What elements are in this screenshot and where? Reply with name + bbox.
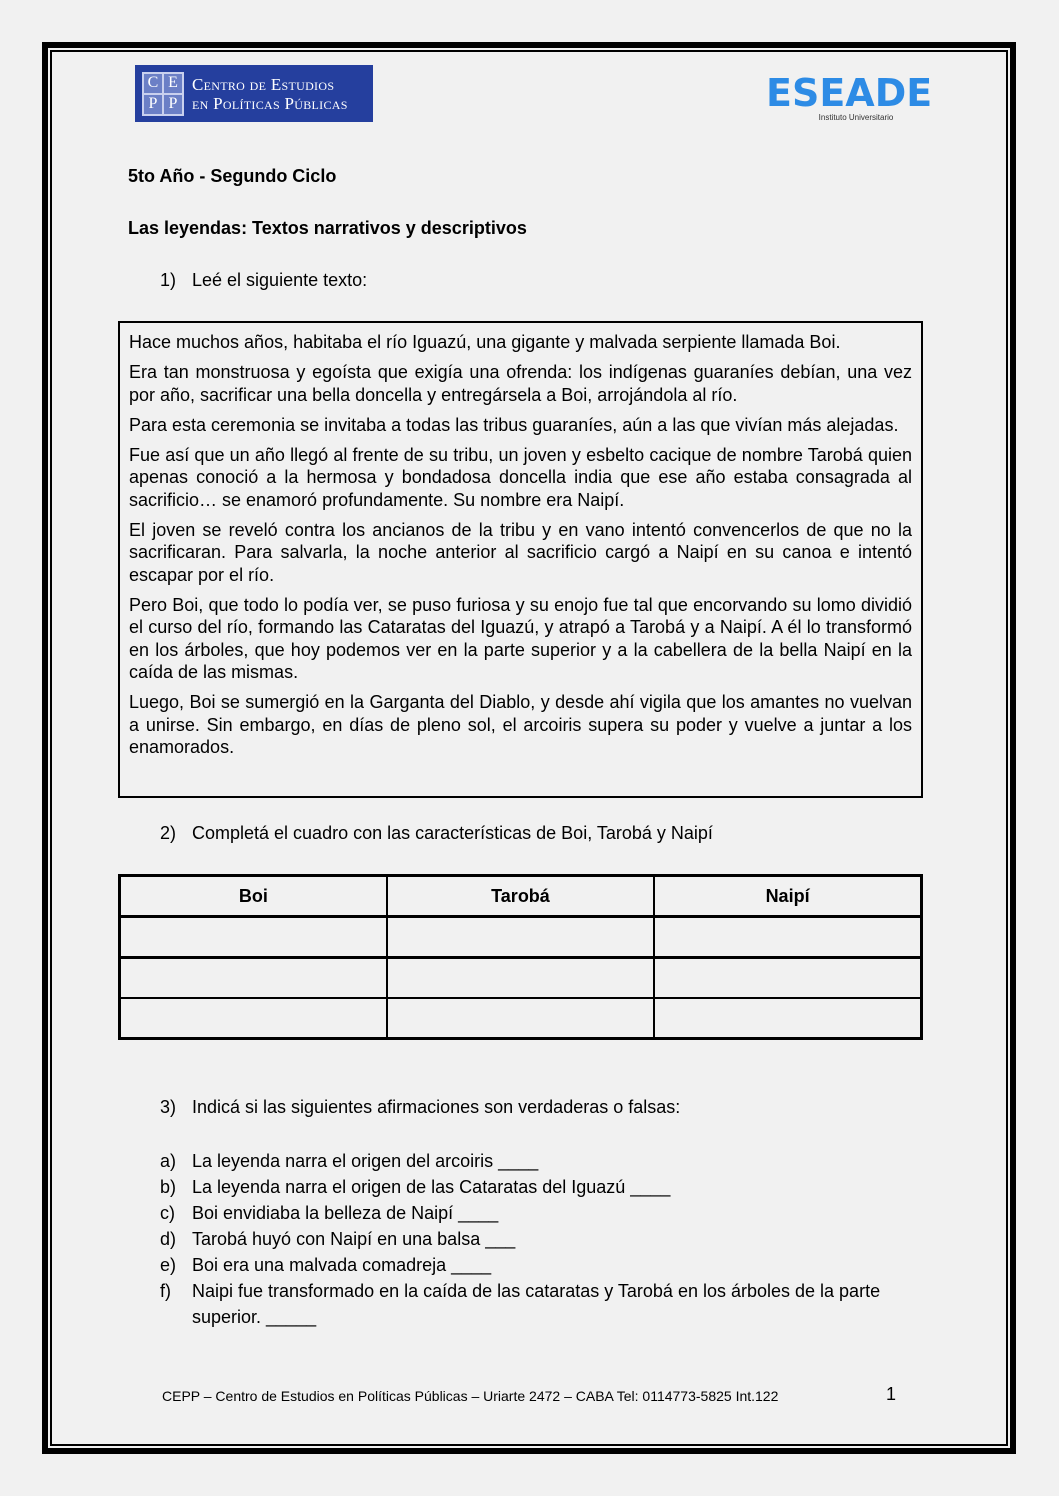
list-item [160, 1226, 900, 1252]
cepp-letter: E [163, 73, 183, 94]
cepp-logo-line1: Centro de Estudios [192, 74, 335, 94]
item-label: b) [160, 1177, 177, 1197]
table-cell[interactable] [654, 998, 921, 1039]
cepp-letter: C [143, 73, 163, 94]
table-cell[interactable] [120, 958, 387, 999]
item-text: Boi era una malvada comadreja ____ [192, 1255, 492, 1275]
reading-paragraph: Hace muchos años, habitaba el río Iguazú, una gigante y malvada serpiente llamada Boi. [129, 332, 841, 352]
reading-paragraph: El joven se reveló contra los ancianos de la tribu y en vano intentó convencerlos de que no la sacrificaran. Para salvarla, la noche anterior al sacrificio cargó a Naipí en su canoa e intentó escapar por el río. [129, 519, 912, 585]
table-row [120, 958, 922, 999]
cepp-logo [135, 65, 373, 122]
topic-heading: Las leyendas: Textos narrativos y descriptivos [128, 218, 527, 238]
question-2 [160, 823, 713, 844]
eseade-logo-subtitle: Instituto Universitario [818, 113, 894, 122]
list-item [160, 1252, 900, 1278]
table-cell[interactable] [387, 998, 654, 1039]
question-number: 3) [160, 1097, 177, 1117]
table-header-row [120, 876, 922, 917]
cepp-letter: P [143, 94, 163, 115]
list-item [160, 1174, 900, 1200]
question-number: 1) [160, 270, 177, 290]
table-cell[interactable] [120, 998, 387, 1039]
question-text: Completá el cuadro con las características de Boi, Tarobá y Naipí [192, 823, 713, 843]
cepp-monogram-icon [142, 72, 184, 116]
column-header-boi: Boi [120, 876, 387, 917]
reading-text-box [118, 321, 923, 798]
eseade-logo-word: ESEADE [766, 71, 933, 115]
question-text: Leé el siguiente texto: [192, 270, 368, 290]
reading-paragraph: Fue así que un año llegó al frente de su tribu, un joven y esbelto cacique de nombre Tarobá quien apenas conoció a la hermosa y bondadosa doncella india que ese año estaba consagrada al sacrificio… se enamoró profundamente. Su nombre era Naipí. [129, 444, 912, 510]
table-cell[interactable] [120, 917, 387, 958]
reading-paragraph: Para esta ceremonia se invitaba a todas las tribus guaraníes, aún a las que vivían más alejadas. [129, 414, 899, 435]
item-text: La leyenda narra el origen del arcoiris ____ [192, 1151, 539, 1171]
table-cell[interactable] [654, 917, 921, 958]
table-cell[interactable] [387, 958, 654, 999]
question-1 [160, 270, 367, 291]
table-cell[interactable] [654, 958, 921, 999]
grade-heading: 5to Año - Segundo Ciclo [128, 166, 337, 186]
table-row [120, 917, 922, 958]
column-header-naipi: Naipí [654, 876, 921, 917]
question-text: Indicá si las siguientes afirmaciones son verdaderas o falsas: [192, 1097, 681, 1117]
characteristics-table [118, 874, 923, 1040]
eseade-logo [766, 71, 933, 122]
list-item [160, 1278, 900, 1330]
reading-paragraph: Luego, Boi se sumergió en la Garganta del Diablo, y desde ahí vigila que los amantes no vuelvan a unirse. Sin embargo, en días de pleno sol, el arcoiris supera su poder y vuelve a juntar a los enamorados. [129, 692, 912, 757]
item-text: Boi envidiaba la belleza de Naipí ____ [192, 1203, 499, 1223]
list-item [160, 1148, 900, 1174]
table-row [120, 998, 922, 1039]
item-label: d) [160, 1229, 177, 1249]
item-label: a) [160, 1151, 177, 1171]
question-3 [160, 1097, 680, 1118]
table-cell[interactable] [387, 917, 654, 958]
item-text: Naipi fue transformado en la caída de las cataratas y Tarobá en los árboles de la parte superior. _____ [192, 1281, 881, 1327]
reading-paragraph: Pero Boi, que todo lo podía ver, se puso furiosa y su enojo fue tal que encorvando su lomo dividió el curso del río, formando las Cataratas del Iguazú, y atrapó a Tarobá y a Naipí. A él lo transformó en los árboles, que hoy podemos ver en la parte superior y a la cabellera de la bella Naipí en la caída de las mismas. [129, 594, 912, 682]
cepp-logo-text [192, 75, 348, 113]
question-number: 2) [160, 823, 177, 843]
reading-paragraph: Era tan monstruosa y egoísta que exigía una ofrenda: los indígenas guaraníes debían, una vez por año, sacrificar una bella doncella y entregársela a Boi, arrojándola al río. [129, 362, 912, 405]
item-label: f) [160, 1281, 171, 1301]
cepp-logo-line2: en Políticas Públicas [192, 93, 348, 113]
cepp-letter: P [163, 94, 183, 115]
item-label: e) [160, 1255, 177, 1275]
true-false-list [160, 1148, 900, 1330]
column-header-taroba: Tarobá [387, 876, 654, 917]
page-number: 1 [886, 1384, 897, 1404]
list-item [160, 1200, 900, 1226]
item-text: La leyenda narra el origen de las Cataratas del Iguazú ____ [192, 1177, 671, 1197]
footer-text: CEPP – Centro de Estudios en Políticas Públicas – Uriarte 2472 – CABA Tel: 0114773-5825 Int.122 [162, 1388, 779, 1404]
item-text: Tarobá huyó con Naipí en una balsa ___ [192, 1229, 516, 1249]
item-label: c) [160, 1203, 175, 1223]
